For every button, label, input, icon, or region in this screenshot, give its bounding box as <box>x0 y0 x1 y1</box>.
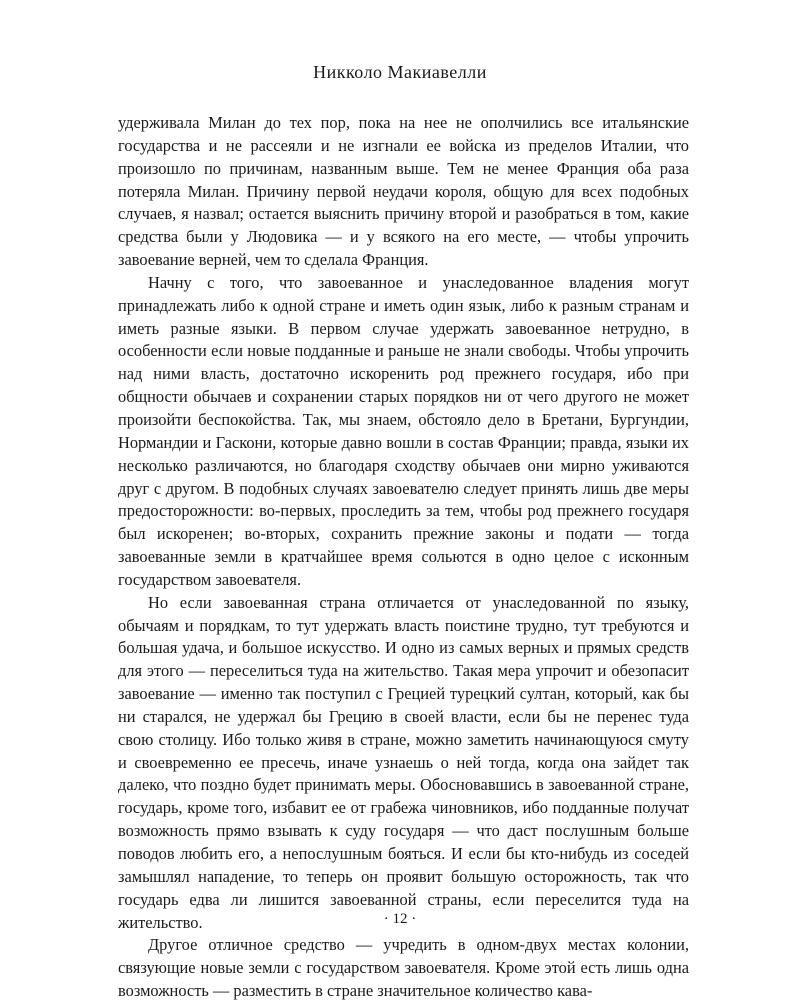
body-text <box>118 112 689 1003</box>
running-header: Никколо Макиавелли <box>313 62 487 82</box>
page-number: · 12 · <box>383 911 417 927</box>
paragraph: Другое отличное средство — учредить в одном-двух местах колонии, связующие новые земли с государством завоевателя. Кроме этой есть лишь одна возможность — разместить в стране значительное количество кава- <box>118 935 689 1001</box>
paragraph-continued: удерживала Милан до тех пор, пока на нее не ополчились все итальянские государства и не рассеяли и не изгнали ее войска из пределов Италии, что произошло по причинам, названным выше. Тем не менее Франция оба раза потеряла Милан. Причину первой неудачи короля, общую для всех подобных случаев, я назвал; остается выяснить причину второй и разобраться в том, какие средства были у Людовика — и у всякого на его месте, — чтобы упрочить завоевание верней, чем то сделала Франция. <box>118 113 689 270</box>
paragraph: Но если завоеванная страна отличается от унаследованной по языку, обычаям и порядкам, то тут удержать власть поистине трудно, тут требуются и большая удача, и большое искусство. И одно из самых верных и прямых средств для этого — переселиться туда на жительство. Такая мера упрочит и обезопасит завоевание — именно так поступил с Грецией турецкий султан, который, как бы ни старался, не удержал бы Грецию в своей власти, если бы не перенес туда свою столицу. Ибо только живя в стране, можно заметить начинающуюся смуту и своевременно ее пресечь, иначе узнаешь о ней тогда, когда она зайдет так далеко, что поздно будет принимать меры. Обосновавшись в завоеванной стране, государь, кроме того, избавит ее от грабежа чиновников, ибо подданные получат возможность прямо взывать к суду государя — что даст послушным больше поводов любить его, а непослушным бояться. И если бы кто-нибудь из соседей замышлял нападение, то теперь он проявит большую осторожность, так что государь едва ли лишится завоеванной страны, если переселится туда на жительство. <box>118 592 689 932</box>
paragraph: Начну с того, что завоеванное и унаследованное владения могут принадлежать либо к одной стране и иметь один язык, либо к разным странам и иметь разные языки. В первом случае удержать завоеванное нетрудно, в особенности если новые подданные и раньше не знали свободы. Чтобы упрочить над ними власть, достаточно искоренить род прежнего государя, ибо при общности обычаев и сохранении старых порядков ни от чего другого не может произойти беспокойства. Так, мы знаем, обстояло дело в Бретани, Бургундии, Нормандии и Гаскони, которые давно вошли в состав Франции; правда, языки их несколько различаются, но благодаря сходству обычаев они мирно уживаются друг с другом. В подобных случаях завоевателю следует принять лишь две меры предосторожности: во-первых, проследить за тем, чтобы род прежнего государя был искоренен; во-вторых, сохранить прежние законы и подати — тогда завоеванные земли в кратчайшее время сольются в одно целое с исконным государством завоевателя. <box>118 272 689 589</box>
